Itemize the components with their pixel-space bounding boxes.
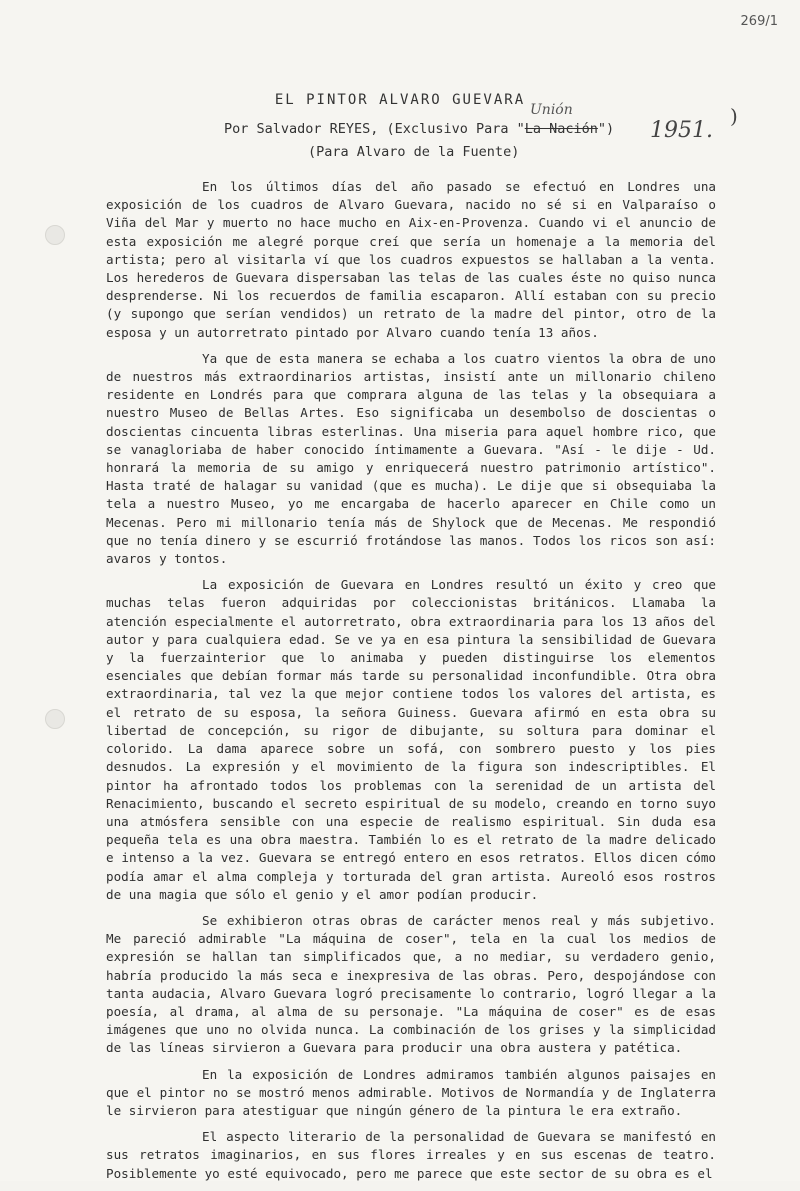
handwritten-correction: Unión xyxy=(530,102,573,118)
paragraph: El aspecto literario de la personalidad de Guevara se manifestó en sus retratos imaginarios, en sus flores irreales y en sus escenas de teatro. Posiblemente yo esté equivocado, pero me parece que este sector de su obra es el xyxy=(106,1129,716,1181)
paragraph: Se exhibieron otras obras de carácter menos real y más subjetivo. Me pareció admirable "La máquina de coser", tela en la cual los medios de expresión se hallan tan simplificados que, a no mediar, su verdadero genio, habría producido la más seca e inexpresiva de las obras. Pero, despojándose con tanta audacia, Alvaro Guevara logró precisamente lo contrario, logró llegar a la poesía, al drama, al alma de su personaje. "La máquina de coser" es de esas imágenes que uno no olvida nunca. La combinación de los grises y la simplicidad de las líneas sirvieron a Guevara para producir una obra austera y patética. xyxy=(106,912,716,1056)
page-number: 269/1 xyxy=(740,14,778,29)
byline xyxy=(224,121,614,137)
paragraph: En la exposición de Londres admiramos también algunos paisajes en que el pintor no se mostró menos admirable. Motivos de Normandía y de Inglaterra le sirvieron para atestiguar que ningún género de la pintura le era extraño. xyxy=(106,1066,716,1118)
byline-prefix: Por Salvador REYES, (Exclusivo Para " xyxy=(224,121,525,137)
handwritten-mark: ) xyxy=(730,104,738,128)
paragraph: En los últimos días del año pasado se efectuó en Londres una exposición de los cuadros de Alvaro Guevara, nacido no sé si en Valparaíso o Viña del Mar y muerto no hace mucho en Aix-en-Provenza. Cuando vi el anuncio de esta exposición me alegré porque creí que sería un homenaje a la memoria del artista; pero al visitarla ví que los cuadros expuestos se hallaban a la venta. Los herederos de Guevara dispersaban las telas de las cuales éste no quiso nunca desprenderse. Ni los recuerdos de familia escaparon. Allí estaban con su precio (y supongo que serían vendidos) un retrato de la madre del pintor, otro de la esposa y un autorretrato pintado por Alvaro cuando tenía 13 años. xyxy=(106,179,716,340)
paragraph: Ya que de esta manera se echaba a los cuatro vientos la obra de uno de nuestros más extraordinarios artistas, insistí ante un millonario chileno residente en Londrés para que comprara alguna de las telas y la obsequiara a nuestro Museo de Bellas Artes. Eso significaba un desembolso de doscientas o doscientas cincuenta libras esterlinas. Una miseria para aquel hombre rico, que se vanagloriaba de haber conocido íntimamente a Guevara. "Así - le dije - Ud. honrará la memoria de su amigo y enriquecerá nuestro patrimonio artístico". Hasta traté de halagar su vanidad (que es mucha). Le dije que si obsequiaba la tela a nuestro Museo, yo me encargaba de hacerlo aparecer en Chile como un Mecenas. Pero mi millonario tenía más de Shylock que de Mecenas. Me respondió que no tenía dinero y se escurrió frotándose las manos. Todos los ricos son así: avaros y tontos. xyxy=(106,350,716,567)
paragraph: La exposición de Guevara en Londres resultó un éxito y creo que muchas telas fueron adquiridas por coleccionistas británicos. Llamaba la atención especialmente el autorretrato, obra extraordinaria para los 13 años del autor y para cualquiera edad. Se ve ya en esa pintura la sensibilidad de Guevara y la fuerzainterior que lo animaba y pueden distinguirse los elementos esenciales que debían formar más tarde su personalidad inconfundible. Otra obra extraordinaria, tal vez la que mejor contiene todos los valores del artista, es el retrato de su esposa, la señora Guiness. Guevara afirmó en esta obra su libertad de concepción, su rigor de dibujante, su soltura para dominar el colorido. La dama aparece sobre un sofá, con sombrero puesto y los pies desnudos. La expresión y el movimiento de la figura son indescriptibles. El pintor ha afrontado todos los problemas con la serenidad de un artista del Renacimiento, buscando el secreto espiritual de su modelo, creando en torno suyo una atmósfera sensible con una especie de realismo espiritual. Sin duda esa pequeña tela es una obra maestra. También lo es el retrato de la madre delicado e intenso a la vez. Guevara se entregó entero en esos retratos. Ellos dicen cómo podía amar el alma compleja y torturada del gran artista. Aureoló esos rostros de una magia que sólo el genio y el amor podían producir. xyxy=(106,577,716,902)
article-body xyxy=(106,178,716,1191)
handwritten-year: 1951. xyxy=(650,118,713,143)
byline-suffix: ") xyxy=(597,121,615,137)
punch-hole xyxy=(45,225,65,245)
dedication: (Para Alvaro de la Fuente) xyxy=(308,144,520,160)
byline-struck-publication: La Nación xyxy=(524,121,598,137)
punch-hole xyxy=(45,709,65,729)
article-title: EL PINTOR ALVARO GUEVARA xyxy=(274,92,526,108)
